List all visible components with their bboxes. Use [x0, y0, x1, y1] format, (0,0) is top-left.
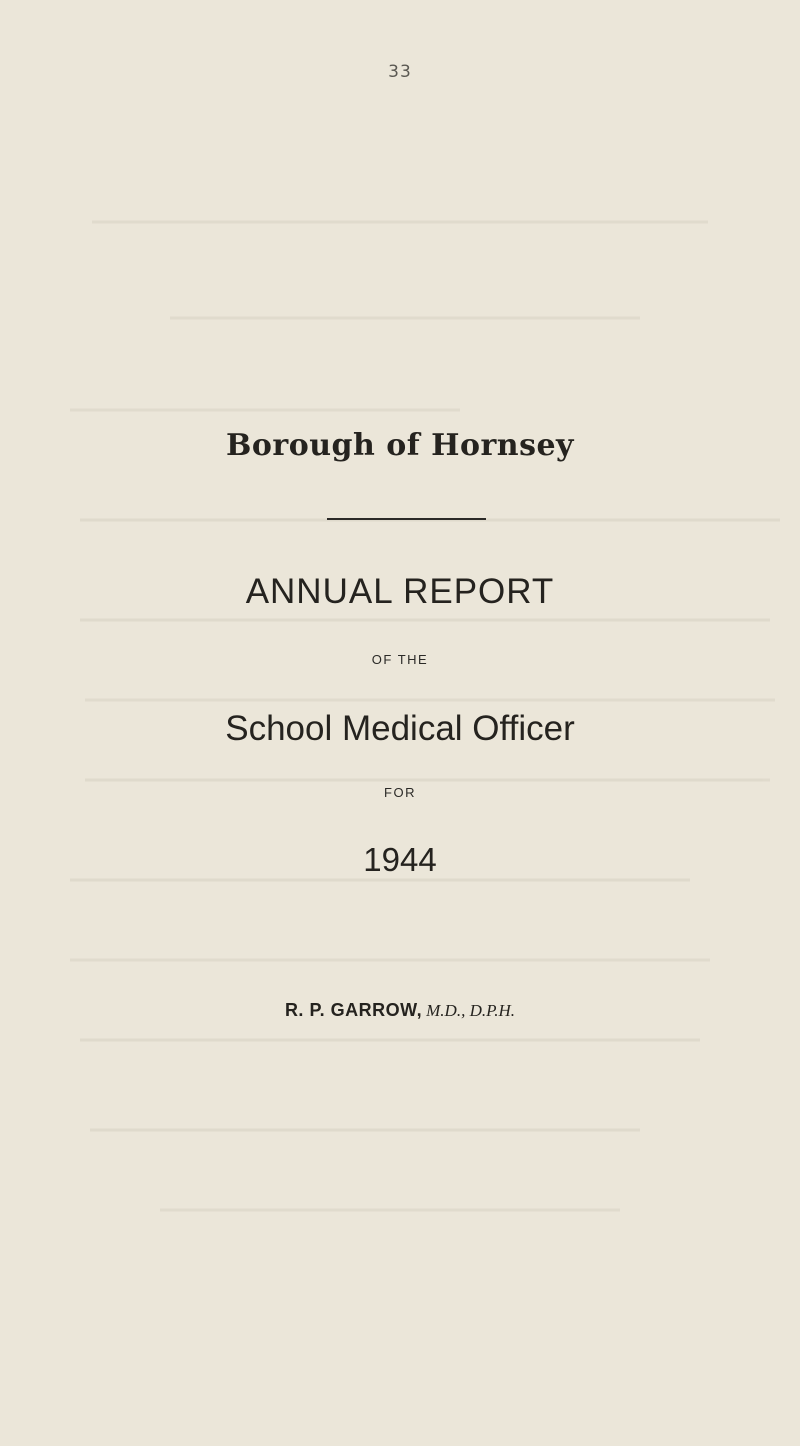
officer-title: School Medical Officer [225, 709, 575, 748]
author-degrees: M.D., D.P.H. [426, 1001, 516, 1020]
report-title: ANNUAL REPORT [245, 572, 555, 611]
title-divider [327, 518, 486, 520]
connector-for: FOR [384, 785, 416, 800]
borough-title: Borough of Hornsey [226, 428, 574, 463]
author-name: R. P. GARROW, [284, 1000, 423, 1020]
report-year: 1944 [363, 841, 437, 878]
author-line [0, 1000, 800, 1021]
page-number: 33 [388, 62, 412, 82]
connector-of-the: OF THE [371, 652, 429, 667]
